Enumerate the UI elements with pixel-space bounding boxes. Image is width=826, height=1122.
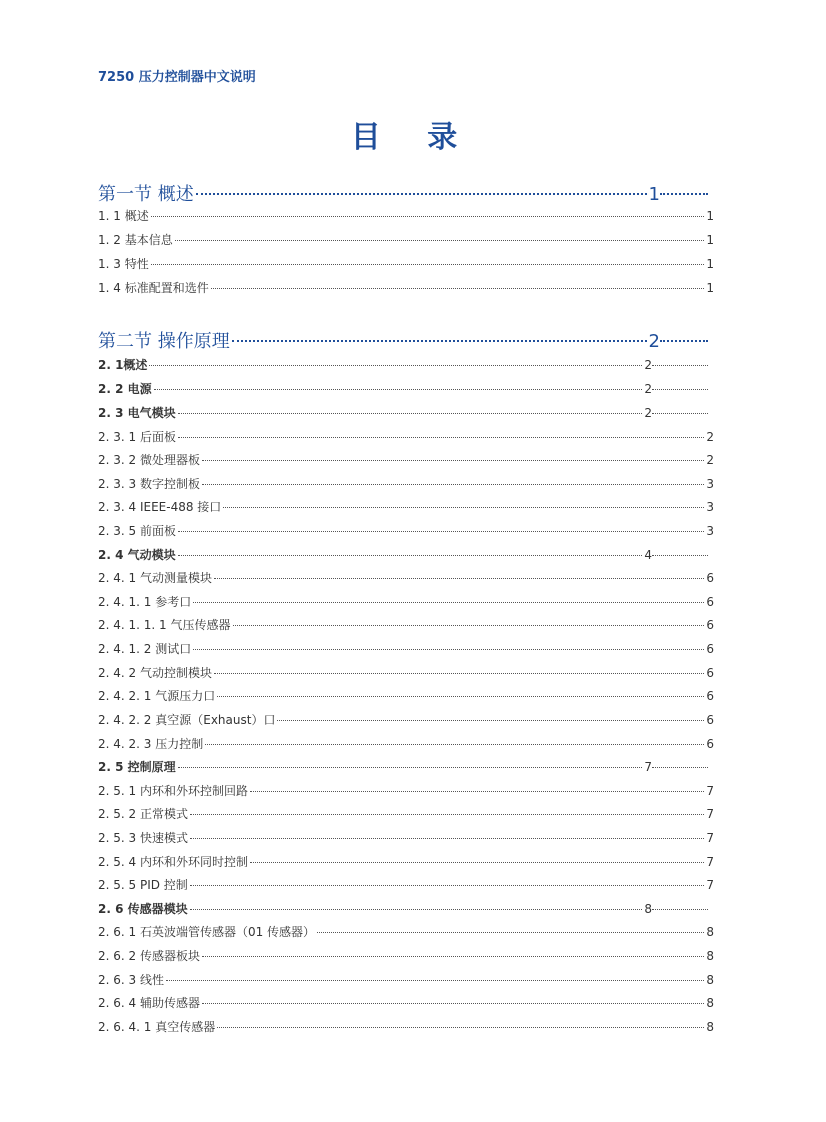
toc-entry-label: 第一节 概述 <box>98 184 194 205</box>
toc-entry-label: 2. 5. 3 快速模式 <box>98 831 188 845</box>
toc-entry[interactable] <box>98 947 714 964</box>
dot-leader <box>175 240 705 241</box>
toc-entry[interactable] <box>98 231 714 248</box>
toc-entry-page: 2 <box>706 430 714 444</box>
toc-entry-page: 3 <box>706 524 714 538</box>
toc-entry-page: 6 <box>706 689 714 703</box>
dot-leader <box>190 838 704 839</box>
dot-leader <box>193 602 704 603</box>
toc-entry[interactable] <box>98 853 714 870</box>
toc-entry-label: 2. 5 控制原理 <box>98 760 176 774</box>
dot-leader <box>250 862 704 863</box>
toc-entry[interactable] <box>98 829 714 846</box>
toc-entry-page: 2 <box>644 358 708 372</box>
toc-entry-page: 4 <box>644 548 708 562</box>
toc-entry-page: 1 <box>706 257 714 271</box>
toc-entry-page: 6 <box>706 618 714 632</box>
toc-entry-label: 2. 5. 1 内环和外环控制回路 <box>98 784 248 798</box>
toc-entry-label: 2. 4. 1 气动测量模块 <box>98 571 212 585</box>
toc-entry[interactable] <box>98 255 714 272</box>
toc-entry[interactable] <box>98 735 714 752</box>
toc-entry[interactable] <box>98 356 708 373</box>
dot-leader <box>190 814 704 815</box>
toc-entry-page: 6 <box>706 737 714 751</box>
toc-entry-label: 1. 2 基本信息 <box>98 233 173 247</box>
toc-entry[interactable] <box>98 546 708 563</box>
toc-entry-page: 6 <box>706 713 714 727</box>
toc-entry-label: 2. 5. 2 正常模式 <box>98 807 188 821</box>
toc-entry[interactable] <box>98 569 714 586</box>
toc-entry-page: 3 <box>706 500 714 514</box>
toc-entry[interactable] <box>98 923 714 940</box>
toc-entry-page: 1 <box>706 233 714 247</box>
toc-entry[interactable] <box>98 475 714 492</box>
dot-leader <box>178 413 643 414</box>
toc-entry-label: 2. 6. 4 辅助传感器 <box>98 996 200 1010</box>
toc-entry-label: 2. 3. 2 微处理器板 <box>98 453 200 467</box>
toc-entry-label: 2. 3. 3 数字控制板 <box>98 477 200 491</box>
toc-entry-page: 3 <box>706 477 714 491</box>
toc-entry[interactable] <box>98 207 714 224</box>
dot-leader <box>277 720 704 721</box>
toc-entry-label: 2. 4. 2. 1 气源压力口 <box>98 689 216 703</box>
toc-entry-page: 7 <box>706 784 714 798</box>
toc-entry[interactable] <box>98 876 714 893</box>
dot-leader <box>214 578 704 579</box>
toc-entry-label: 2. 3. 1 后面板 <box>98 430 176 444</box>
dot-leader <box>196 193 647 195</box>
toc-entry[interactable] <box>98 451 714 468</box>
toc-entry-page: 8 <box>706 1020 714 1034</box>
dot-leader <box>193 649 704 650</box>
toc-entry-page: 6 <box>706 571 714 585</box>
dot-leader <box>151 264 705 265</box>
dot-leader <box>151 216 705 217</box>
dot-leader <box>250 791 704 792</box>
toc-entry[interactable] <box>98 782 714 799</box>
toc-entry-page: 2 <box>644 406 708 420</box>
dot-leader <box>178 767 643 768</box>
toc-entry-page: 7 <box>644 760 708 774</box>
toc-entry[interactable] <box>98 593 714 610</box>
toc-entry-label: 2. 6. 1 石英波端管传感器（01 传感器） <box>98 925 316 939</box>
toc-entry[interactable] <box>98 640 714 657</box>
dot-leader <box>166 980 704 981</box>
toc-entry-page: 2 <box>644 382 708 396</box>
toc-entry-label: 2. 3. 5 前面板 <box>98 524 176 538</box>
toc-entry-page: 7 <box>706 831 714 845</box>
document-header: 7250 压力控制器中文说明 <box>98 70 256 85</box>
dot-leader <box>190 909 643 910</box>
toc-entry-label: 2. 4. 1. 2 测试口 <box>98 642 192 656</box>
dot-leader <box>202 956 704 957</box>
toc-entry[interactable] <box>98 404 708 421</box>
toc-entry[interactable] <box>98 900 708 917</box>
toc-entry-page: 8 <box>706 996 714 1010</box>
toc-entry-label: 2. 6. 3 线性 <box>98 973 164 987</box>
dot-leader <box>178 437 704 438</box>
dot-leader <box>202 1003 704 1004</box>
dot-leader <box>223 507 704 508</box>
toc-entry[interactable] <box>98 1018 714 1035</box>
toc-entry-page: 2 <box>649 331 708 352</box>
toc-entry[interactable] <box>98 687 714 704</box>
dot-leader <box>233 625 705 626</box>
dot-leader <box>214 673 704 674</box>
toc-entry-label: 2. 6 传感器模块 <box>98 902 188 916</box>
dot-leader <box>202 460 704 461</box>
toc-entry[interactable] <box>98 971 714 988</box>
toc-entry-label: 2. 3 电气模块 <box>98 406 176 420</box>
toc-entry-label: 2. 3. 4 IEEE-488 接口 <box>98 500 222 514</box>
dot-leader <box>317 932 704 933</box>
toc-entry-page: 1 <box>706 209 714 223</box>
toc-entry-page: 8 <box>706 973 714 987</box>
dot-leader <box>178 555 643 556</box>
toc-entry-page: 7 <box>706 878 714 892</box>
toc-entry-page: 7 <box>706 855 714 869</box>
toc-entry-label: 第二节 操作原理 <box>98 331 230 352</box>
toc-entry-label: 2. 4. 1. 1. 1 气压传感器 <box>98 618 231 632</box>
toc-section-entry[interactable] <box>98 327 708 353</box>
dot-leader <box>178 531 704 532</box>
toc-entry-page: 2 <box>706 453 714 467</box>
toc-entry-label: 2. 2 电源 <box>98 382 152 396</box>
toc-entry-page: 7 <box>706 807 714 821</box>
toc-entry-label: 2. 6. 4. 1 真空传感器 <box>98 1020 216 1034</box>
toc-entry-label: 2. 4. 2. 3 压力控制 <box>98 737 204 751</box>
toc-entry-page: 8 <box>706 949 714 963</box>
toc-entry-label: 1. 4 标准配置和选件 <box>98 281 209 295</box>
toc-entry-page: 1 <box>649 184 708 205</box>
toc-entry-page: 6 <box>706 666 714 680</box>
dot-leader <box>232 340 647 342</box>
toc-entry[interactable] <box>98 380 708 397</box>
toc-entry-label: 1. 1 概述 <box>98 209 149 223</box>
toc-entry-label: 2. 1概述 <box>98 358 148 372</box>
toc-entry-page: 1 <box>706 281 714 295</box>
toc-entry[interactable] <box>98 279 714 296</box>
toc-entry[interactable] <box>98 428 714 445</box>
toc-entry-label: 2. 5. 5 PID 控制 <box>98 878 188 892</box>
dot-leader <box>217 696 704 697</box>
toc-entry-page: 6 <box>706 595 714 609</box>
toc-entry-page: 8 <box>706 925 714 939</box>
toc-entry[interactable] <box>98 711 714 728</box>
toc-entry[interactable] <box>98 498 714 515</box>
toc-entry[interactable] <box>98 522 714 539</box>
toc-entry-label: 2. 5. 4 内环和外环同时控制 <box>98 855 248 869</box>
dot-leader <box>211 288 705 289</box>
toc-entry-label: 2. 4. 2. 2 真空源（Exhaust）口 <box>98 713 276 727</box>
toc-entry-label: 1. 3 特性 <box>98 257 149 271</box>
toc-entry-page: 6 <box>706 642 714 656</box>
toc-entry-page: 8 <box>644 902 708 916</box>
dot-leader <box>190 885 705 886</box>
dot-leader <box>154 389 643 390</box>
toc-entry-label: 2. 6. 2 传感器板块 <box>98 949 200 963</box>
toc-entry[interactable] <box>98 616 714 633</box>
toc-entry-label: 2. 4. 2 气动控制模块 <box>98 666 212 680</box>
toc-entry[interactable] <box>98 994 714 1011</box>
toc-entry[interactable] <box>98 805 714 822</box>
toc-section-entry[interactable] <box>98 180 708 206</box>
toc-entry[interactable] <box>98 664 714 681</box>
dot-leader <box>217 1027 704 1028</box>
toc-entry-label: 2. 4. 1. 1 参考口 <box>98 595 192 609</box>
dot-leader <box>149 365 642 366</box>
page-title: 目 录 <box>350 120 476 155</box>
toc-entry-label: 2. 4 气动模块 <box>98 548 176 562</box>
dot-leader <box>202 484 704 485</box>
dot-leader <box>205 744 704 745</box>
toc-entry[interactable] <box>98 758 708 775</box>
